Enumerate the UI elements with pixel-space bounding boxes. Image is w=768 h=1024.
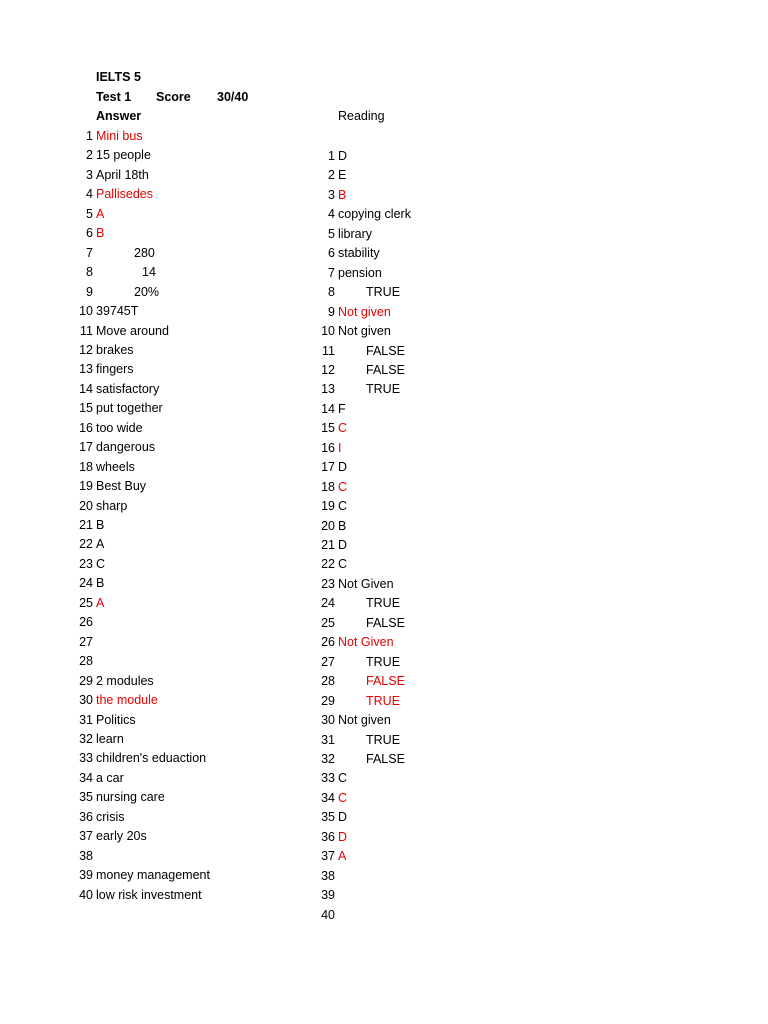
reading-question-number: 38 [321, 868, 335, 883]
listening-row [78, 127, 143, 147]
listening-answer: B [96, 518, 105, 532]
reading-question-number: 29 [321, 693, 335, 708]
listening-answer: early 20s [96, 829, 147, 844]
reading-question-number: 39 [321, 888, 335, 903]
listening-row [78, 263, 156, 283]
reading-row [320, 789, 347, 809]
listening-row [78, 399, 163, 419]
reading-row [320, 692, 400, 712]
listening-answer: nursing care [96, 790, 165, 805]
reading-answer: Not given [338, 713, 391, 728]
listening-answer: Best Buy [96, 479, 147, 494]
reading-answer: C [338, 557, 348, 572]
reading-answer: C [338, 790, 348, 805]
listening-answer: 280 [134, 245, 155, 260]
reading-row [320, 672, 405, 692]
score-value: 30/40 [217, 90, 249, 104]
listening-question-number: 27 [79, 634, 93, 649]
listening-answer: wheels [96, 459, 135, 474]
listening-answer: satisfactory [96, 381, 160, 396]
listening-answer: brakes [96, 342, 134, 357]
reading-answer: C [338, 421, 348, 436]
reading-row [320, 847, 346, 867]
listening-row [78, 555, 105, 575]
reading-answer: D [338, 829, 348, 844]
reading-answer: B [338, 518, 347, 533]
listening-question-number: 20 [79, 498, 93, 513]
listening-question-number: 1 [86, 129, 93, 143]
reading-answer: Not given [338, 304, 391, 319]
listening-question-number: 15 [79, 401, 93, 416]
listening-question-number: 34 [79, 770, 93, 785]
reading-answer: B [338, 187, 347, 202]
listening-row [78, 613, 96, 633]
reading-question-number: 23 [321, 576, 335, 591]
listening-answer: too wide [96, 420, 143, 435]
reading-answer: E [338, 168, 347, 183]
reading-row [320, 828, 347, 848]
reading-answer: D [338, 460, 348, 475]
reading-answer: C [338, 479, 348, 494]
reading-row [320, 342, 405, 362]
listening-row [78, 146, 151, 166]
reading-answer: TRUE [366, 732, 401, 747]
reading-row [320, 361, 405, 381]
listening-question-number: 26 [79, 615, 93, 630]
reading-question-number: 18 [321, 479, 335, 494]
listening-row [78, 691, 158, 711]
listening-row [78, 574, 104, 594]
reading-question-number: 20 [321, 518, 335, 533]
listening-question-number: 22 [79, 537, 93, 552]
reading-answer: copying clerk [338, 207, 411, 222]
listening-row [78, 302, 138, 322]
listening-row [78, 341, 134, 361]
listening-question-number: 9 [86, 284, 93, 299]
listening-question-number: 4 [86, 187, 93, 202]
reading-question-number: 6 [328, 246, 335, 261]
listening-question-number: 31 [79, 712, 93, 727]
listening-row [78, 283, 159, 303]
reading-row [320, 808, 347, 828]
listening-answer: 2 modules [96, 673, 154, 688]
listening-question-number: 36 [79, 809, 93, 824]
listening-row [78, 847, 96, 867]
score-label: Score [156, 90, 191, 104]
listening-question-number: 40 [79, 887, 93, 902]
reading-question-number: 37 [321, 849, 335, 864]
listening-question-number: 33 [79, 751, 93, 766]
listening-question-number: 32 [79, 731, 93, 746]
reading-question-number: 1 [328, 149, 335, 163]
listening-row [78, 380, 159, 400]
reading-row [320, 322, 391, 342]
listening-question-number: 30 [79, 693, 93, 708]
listening-answer: Mini bus [96, 129, 143, 143]
listening-row [78, 730, 124, 750]
listening-question-number: 21 [79, 518, 93, 532]
listening-answer: fingers [96, 362, 134, 377]
reading-answer: pension [338, 265, 382, 280]
reading-answer: TRUE [366, 693, 401, 708]
reading-row [320, 517, 346, 537]
reading-answer: D [338, 538, 348, 552]
listening-row [78, 244, 155, 264]
reading-row [320, 166, 346, 186]
reading-question-number: 19 [321, 499, 335, 514]
reading-question-number: 9 [328, 304, 335, 319]
reading-answer: library [338, 226, 373, 241]
listening-row [78, 711, 136, 731]
listening-answer: 14 [142, 265, 156, 280]
listening-question-number: 2 [86, 148, 93, 163]
reading-question-number: 5 [328, 226, 335, 241]
answer-label: Answer [96, 109, 142, 123]
reading-answer: FALSE [366, 751, 405, 766]
listening-answer: 15 people [96, 148, 151, 163]
reading-row [320, 536, 347, 556]
reading-row [320, 419, 347, 439]
reading-row [320, 906, 338, 926]
listening-question-number: 16 [79, 420, 93, 435]
reading-row [320, 614, 405, 634]
reading-answer: Not Given [338, 576, 394, 591]
listening-question-number: 12 [79, 342, 93, 357]
reading-answer: FALSE [366, 615, 405, 630]
listening-row [78, 322, 169, 342]
listening-question-number: 25 [79, 595, 93, 610]
listening-question-number: 5 [86, 206, 93, 221]
reading-row [320, 497, 347, 517]
listening-answer: A [96, 595, 105, 610]
sheet-title: IELTS 5 [96, 70, 141, 84]
reading-question-number: 13 [321, 382, 335, 397]
listening-answer: Move around [96, 323, 169, 338]
listening-row [78, 419, 143, 439]
reading-answer: TRUE [366, 382, 401, 397]
reading-answer: Not given [338, 324, 391, 339]
reading-question-number: 36 [321, 829, 335, 844]
listening-row [78, 535, 104, 555]
listening-question-number: 18 [79, 459, 93, 474]
reading-question-number: 11 [322, 343, 335, 358]
listening-question-number: 19 [79, 479, 93, 494]
reading-row [320, 769, 347, 789]
reading-row [320, 283, 400, 303]
listening-answer: low risk investment [96, 887, 202, 902]
listening-row [78, 652, 96, 672]
test-label: Test 1 [96, 90, 132, 104]
listening-answer: April 18th [96, 167, 149, 182]
reading-question-number: 40 [321, 907, 335, 922]
listening-question-number: 6 [86, 226, 93, 241]
listening-answer: sharp [96, 498, 128, 513]
reading-row [320, 186, 346, 206]
reading-row [320, 225, 372, 245]
reading-question-number: 3 [328, 187, 335, 202]
listening-row [78, 185, 153, 205]
reading-answer: TRUE [366, 654, 401, 669]
listening-answer: Politics [96, 712, 136, 727]
reading-row [320, 653, 400, 673]
listening-question-number: 13 [79, 362, 93, 377]
reading-question-number: 16 [321, 440, 335, 455]
reading-answer: FALSE [366, 674, 405, 689]
reading-row [320, 478, 347, 498]
reading-question-number: 4 [328, 207, 335, 222]
listening-row [78, 438, 155, 458]
listening-question-number: 7 [86, 245, 93, 260]
reading-row [320, 711, 391, 731]
listening-answer: A [96, 206, 105, 221]
listening-row [78, 224, 104, 244]
listening-question-number: 24 [79, 576, 93, 591]
listening-row [78, 166, 149, 186]
listening-row [78, 886, 202, 906]
listening-question-number: 28 [79, 654, 93, 669]
listening-row [78, 769, 124, 789]
listening-answer: C [96, 556, 106, 571]
reading-row [320, 380, 400, 400]
reading-row [320, 867, 338, 887]
reading-question-number: 8 [328, 285, 335, 300]
reading-question-number: 32 [321, 751, 335, 766]
reading-answer: F [338, 401, 346, 416]
reading-question-number: 24 [321, 596, 335, 611]
reading-row [320, 264, 382, 284]
listening-row [78, 827, 147, 847]
reading-row [320, 458, 347, 478]
listening-answer: learn [96, 731, 124, 746]
listening-row [78, 360, 134, 380]
reading-question-number: 28 [321, 674, 335, 689]
reading-label: Reading [338, 109, 385, 123]
reading-answer: D [338, 810, 348, 825]
listening-row [78, 672, 154, 692]
listening-row [78, 788, 165, 808]
listening-question-number: 11 [80, 323, 93, 338]
listening-question-number: 14 [79, 381, 93, 396]
reading-row [320, 303, 391, 323]
reading-answer: TRUE [366, 285, 401, 300]
reading-answer: A [338, 849, 347, 864]
reading-row [320, 147, 347, 167]
listening-row [78, 749, 206, 769]
reading-row [320, 575, 394, 595]
listening-question-number: 38 [79, 848, 93, 863]
reading-question-number: 10 [321, 324, 335, 339]
reading-row [320, 400, 346, 420]
listening-row [78, 866, 210, 886]
reading-row [320, 205, 411, 225]
listening-answer: 20% [134, 284, 160, 299]
listening-row [78, 458, 135, 478]
reading-answer: FALSE [366, 362, 405, 377]
reading-question-number: 22 [321, 557, 335, 572]
listening-row [78, 594, 104, 614]
reading-row [320, 633, 394, 653]
listening-answer: money management [96, 868, 210, 883]
listening-row [78, 497, 127, 517]
listening-question-number: 17 [79, 440, 93, 455]
listening-question-number: 8 [86, 265, 93, 280]
reading-answer: I [338, 440, 342, 455]
reading-answer: D [338, 149, 348, 163]
listening-question-number: 29 [79, 673, 93, 688]
reading-row [320, 886, 338, 906]
listening-answer: B [96, 576, 105, 591]
reading-row [320, 731, 400, 751]
reading-row [320, 439, 341, 459]
reading-question-number: 2 [328, 168, 335, 183]
listening-answer: put together [96, 401, 163, 416]
reading-question-number: 12 [321, 362, 335, 377]
listening-answer: children's eduaction [96, 751, 207, 766]
listening-row [78, 808, 124, 828]
reading-question-number: 31 [321, 732, 335, 747]
listening-row [78, 477, 146, 497]
reading-question-number: 33 [321, 771, 335, 786]
reading-answer: TRUE [366, 596, 401, 611]
listening-question-number: 23 [79, 556, 93, 571]
reading-answer: C [338, 771, 348, 786]
listening-row [78, 516, 104, 536]
reading-question-number: 14 [321, 401, 335, 416]
listening-row [78, 205, 104, 225]
reading-question-number: 34 [321, 790, 335, 805]
listening-answer: the module [96, 693, 158, 708]
listening-answer: A [96, 537, 105, 552]
reading-question-number: 21 [321, 538, 335, 552]
reading-question-number: 7 [328, 265, 335, 280]
reading-row [320, 594, 400, 614]
listening-answer: 39745T [96, 304, 139, 319]
listening-answer: a car [96, 770, 124, 785]
listening-question-number: 10 [79, 304, 93, 319]
reading-answer: FALSE [366, 343, 405, 358]
listening-question-number: 37 [79, 829, 93, 844]
reading-answer: stability [338, 246, 380, 261]
listening-question-number: 35 [79, 790, 93, 805]
reading-question-number: 30 [321, 713, 335, 728]
reading-question-number: 15 [321, 421, 335, 436]
listening-question-number: 39 [79, 868, 93, 883]
listening-answer: crisis [96, 809, 125, 824]
listening-answer: dangerous [96, 440, 156, 455]
listening-row [78, 633, 96, 653]
reading-question-number: 35 [321, 810, 335, 825]
reading-question-number: 25 [321, 615, 335, 630]
reading-question-number: 26 [321, 635, 335, 650]
listening-answer: B [96, 226, 105, 241]
reading-answer: C [338, 499, 348, 514]
listening-answer: Pallisedes [96, 187, 153, 202]
reading-row [320, 750, 405, 770]
reading-answer: Not Given [338, 635, 394, 650]
reading-question-number: 27 [321, 654, 335, 669]
reading-row [320, 555, 347, 575]
reading-question-number: 17 [321, 460, 335, 475]
listening-question-number: 3 [86, 167, 93, 182]
reading-row [320, 244, 380, 264]
